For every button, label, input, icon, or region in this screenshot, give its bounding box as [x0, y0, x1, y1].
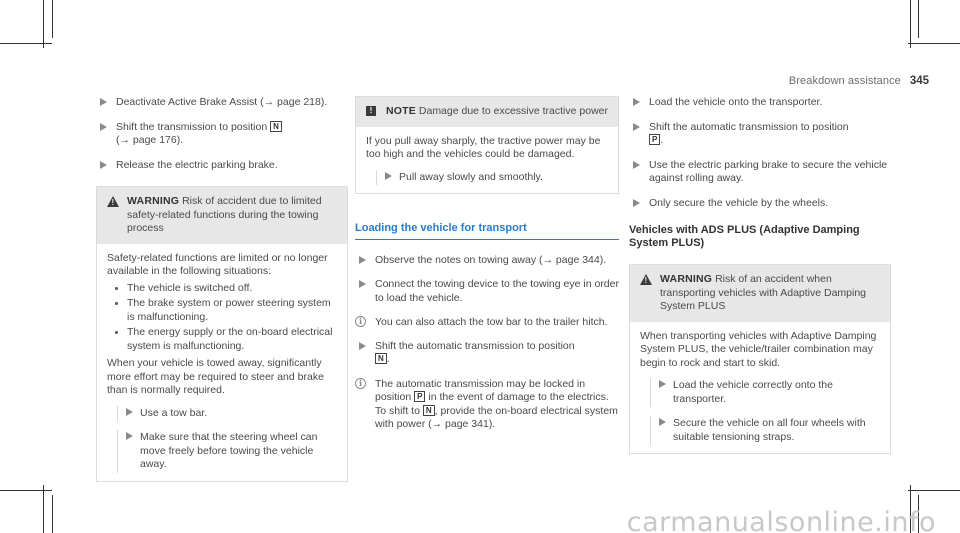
- column-middle: [355, 96, 619, 442]
- gear-n-icon: N: [270, 121, 282, 132]
- warning-label: WARNING: [127, 195, 180, 207]
- subsection-heading: Vehicles with ADS PLUS (Adaptive Damping System PLUS): [629, 224, 860, 249]
- step-text: Pull away slowly and smoothly.: [399, 170, 543, 183]
- step-text: Make sure that the steering wheel can move freely before towing the vehicle away.: [140, 431, 318, 470]
- step-text: Load the vehicle correctly onto the transporter.: [673, 379, 833, 405]
- step-item: [355, 254, 619, 268]
- crop-mark: [0, 490, 52, 491]
- step-arrow-icon: [359, 256, 366, 264]
- warning-triangle-icon: [640, 274, 652, 285]
- section-title: Breakdown assistance: [788, 75, 901, 87]
- step-text: Shift the automatic transmission to position: [649, 120, 849, 133]
- step-arrow-icon: [100, 161, 107, 169]
- warning-paragraph: When your vehicle is towed away, significantly more effort may be required to steer and brake than is normally required.: [107, 357, 324, 396]
- note-title: Damage due to excessive tractive power: [418, 105, 608, 117]
- crop-mark: [43, 485, 44, 533]
- watermark: carmanualsonline.info: [626, 506, 936, 533]
- page-header: [789, 75, 929, 89]
- page-link[interactable]: (→ page 176).: [116, 134, 184, 146]
- step-item: Shift the automatic transmission to position N .: [355, 340, 619, 367]
- page-number: 345: [909, 75, 929, 87]
- step-text: Connect the towing device to the towing eye in order to load the vehicle.: [375, 278, 619, 304]
- warning-paragraph: When transporting vehicles with Adaptive Damping System PLUS, the vehicle/trailer combination may begin to rock and start to skid.: [640, 329, 877, 369]
- warning-box: [629, 264, 891, 454]
- crop-mark: [52, 495, 53, 533]
- step-arrow-icon: [659, 418, 666, 426]
- column-left: [96, 96, 348, 492]
- step-arrow-icon: [633, 199, 640, 207]
- step-text: Only secure the vehicle by the wheels.: [649, 196, 829, 209]
- note-body: [356, 127, 618, 194]
- info-icon: i: [355, 316, 366, 327]
- gear-p-icon: P: [414, 391, 425, 402]
- warning-header: [630, 265, 890, 322]
- gear-n-icon: N: [375, 353, 387, 364]
- crop-mark: [918, 0, 919, 38]
- crop-mark: [908, 490, 960, 491]
- step-text: Deactivate Active Brake Assist (→ page 218).: [116, 96, 328, 108]
- step-arrow-icon: [126, 408, 133, 416]
- step-item: [117, 430, 337, 473]
- step-item: [629, 96, 891, 110]
- step-arrow-icon: [359, 280, 366, 288]
- step-arrow-icon: [385, 172, 392, 180]
- step-item: [96, 96, 348, 110]
- note-label: NOTE: [386, 105, 416, 117]
- step-text: Shift the transmission to position: [116, 120, 268, 133]
- warning-title: Risk of accident due to limited safety-related functions during the towing process: [127, 195, 322, 234]
- crop-mark: [43, 0, 44, 48]
- note-paragraph: If you pull away sharply, the tractive power may be too high and the vehicles could be damaged.: [366, 134, 601, 160]
- note-header: [356, 97, 618, 127]
- bullet-item: The vehicle is switched off.: [107, 282, 337, 296]
- info-icon: i: [355, 378, 366, 389]
- step-arrow-icon: [633, 161, 640, 169]
- step-text: Use the electric parking brake to secure the vehicle against rolling away.: [649, 158, 888, 184]
- info-text: in the event of damage to the electrics. To shift to: [375, 391, 609, 417]
- column-right: [629, 96, 891, 464]
- step-item: [650, 378, 880, 407]
- crop-mark: [52, 0, 53, 38]
- step-item: [629, 197, 891, 211]
- step-arrow-icon: [126, 432, 133, 440]
- step-item: [117, 406, 337, 422]
- step-item: [96, 159, 348, 173]
- step-text: Release the electric parking brake.: [116, 158, 278, 171]
- step-text: Shift the automatic transmission to position: [375, 339, 575, 352]
- note-box: [355, 96, 619, 194]
- gear-p-icon: P: [649, 134, 660, 145]
- step-arrow-icon: [633, 98, 640, 106]
- step-item: [355, 278, 619, 305]
- step-arrow-icon: [359, 342, 366, 350]
- warning-title: Risk of an accident when transporting vehicles with Adaptive Damping System PLUS: [660, 273, 867, 312]
- step-arrow-icon: [659, 380, 666, 388]
- info-note: [355, 378, 619, 432]
- step-item: [96, 121, 348, 148]
- step-item: [376, 170, 608, 186]
- info-text: , provide the on-board electrical system with power (→ page 341).: [375, 404, 618, 430]
- info-text: The automatic transmission may be locked in position: [375, 377, 586, 403]
- warning-body: [630, 322, 890, 454]
- bullet-item: The brake system or power steering system is malfunctioning.: [107, 297, 337, 324]
- crop-mark: [908, 43, 960, 44]
- step-arrow-icon: [100, 98, 107, 106]
- bullet-item: The energy supply or the on-board electrical system is malfunctioning.: [107, 326, 337, 353]
- step-arrow-icon: [633, 123, 640, 131]
- step-item: [650, 416, 880, 445]
- gear-n-icon: N: [423, 405, 435, 416]
- step-item: Shift the automatic transmission to position P .: [629, 121, 891, 148]
- warning-box: [96, 186, 348, 482]
- crop-mark: [910, 0, 911, 48]
- info-text: You can also attach the tow bar to the trailer hitch.: [375, 316, 608, 328]
- step-arrow-icon: [100, 123, 107, 131]
- warning-triangle-icon: [107, 196, 119, 207]
- warning-body: [97, 244, 347, 481]
- step-text: Observe the notes on towing away (→ page 344).: [375, 253, 607, 266]
- step-text: Secure the vehicle on all four wheels with suitable tensioning straps.: [673, 417, 866, 443]
- warning-label: WARNING: [660, 273, 713, 285]
- step-text: Use a tow bar.: [140, 406, 208, 419]
- crop-mark: [0, 43, 52, 44]
- warning-intro: Safety-related functions are limited or no longer available in the following situations:: [107, 251, 328, 277]
- warning-header: [97, 187, 347, 244]
- note-icon: !: [366, 106, 376, 116]
- info-note: [355, 316, 619, 330]
- step-text: Load the vehicle onto the transporter.: [649, 96, 823, 108]
- section-heading: Loading the vehicle for transport: [355, 222, 619, 240]
- step-item: [629, 159, 891, 186]
